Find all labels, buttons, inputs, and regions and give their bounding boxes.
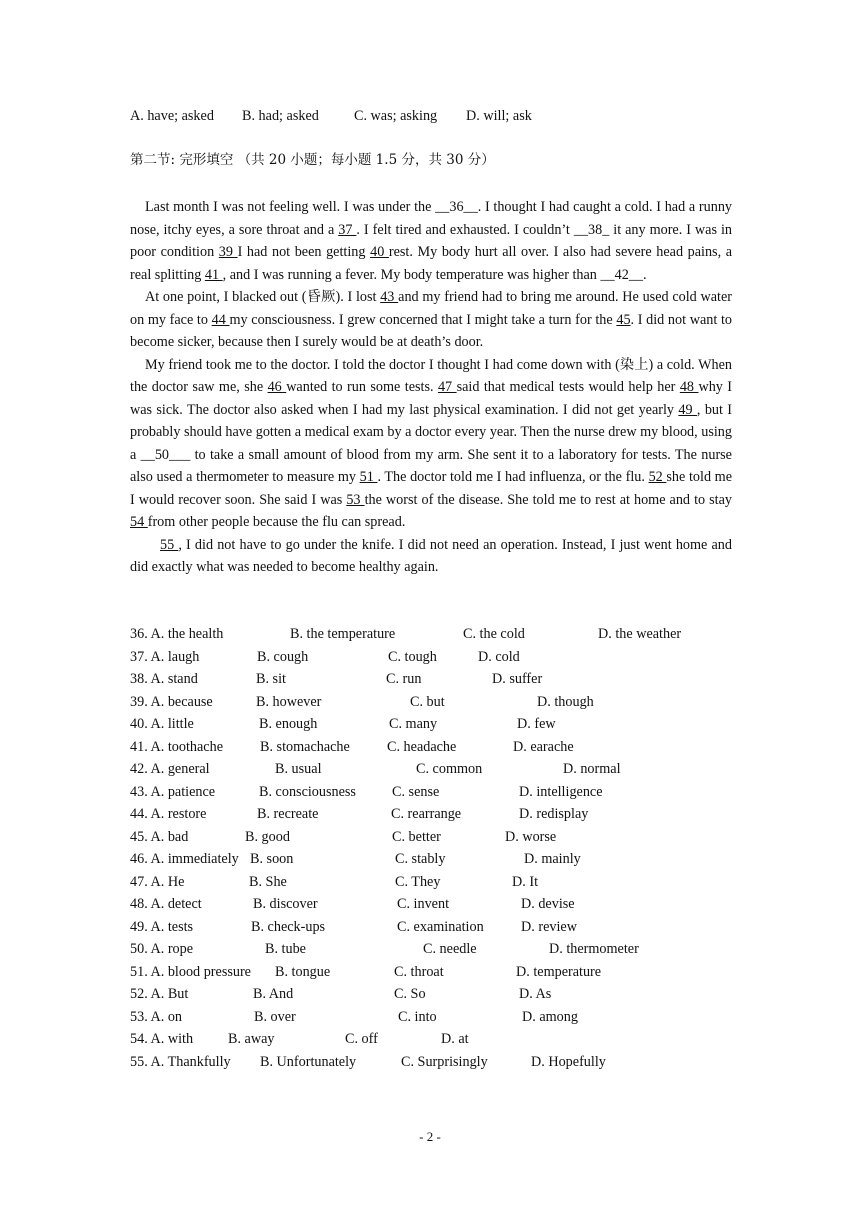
blank-49: 49 <box>678 401 697 418</box>
question-55-option-b: B. Unfortunately <box>260 1053 357 1070</box>
option-c: C. was; asking <box>354 108 438 124</box>
blank-46: 46 <box>267 379 287 395</box>
question-50-option-c: C. needle <box>423 941 477 957</box>
blank-37: 37 <box>338 221 357 238</box>
question-46-option-c: C. stably <box>395 851 446 867</box>
option-d: D. will; ask <box>466 108 532 124</box>
question-50-option-b: B. tube <box>265 941 306 957</box>
option-a: A. have; asked <box>130 108 214 124</box>
question-41-option-c: C. headache <box>387 738 457 755</box>
question-45-option-c: C. better <box>392 828 441 845</box>
question-49-option-d: D. review <box>521 918 577 935</box>
question-46-option-a: 46. A. immediately <box>130 851 239 867</box>
question-52-option-d: D. As <box>519 986 552 1002</box>
question-45-option-b: B. good <box>245 828 290 845</box>
question-41-option-b: B. stomachache <box>260 738 350 755</box>
question-37-option-c: C. tough <box>388 648 437 665</box>
question-51-option-b: B. tongue <box>275 963 331 980</box>
question-44-option-c: C. rearrange <box>391 806 462 822</box>
question-51-option-c: C. throat <box>394 963 444 980</box>
section-title: 第二节: 完形填空 （共 20 小题；每小题 1.5 分，共 30 分） <box>130 152 495 168</box>
question-48-option-a: 48. A. detect <box>130 896 202 912</box>
paragraph-3: My friend took me to the doctor. I told the doctor I thought I had come down with (染上) a cold. When the doctor saw me, she 46 wanted to run some tests. 47 said that medical tests would help her 48 why I was sick. The doctor also asked when I had my last physical examination. I did not get yearly 49 , but I probably should have gotten a medical exam by a doctor every year. Then the nurse drew my blood, using a __50___ to take a small amount of blood from my arm. She sent it to a laboratory for tests. The nurse also used a thermometer to measure my 51 . The doctor told me I had influenza, or the flu. 52 she told me I would recover soon. She said I was 53 the worst of the disease. She told me to rest at home and to stay 54 from other people because the flu can spread. <box>130 356 733 530</box>
question-37-option-b: B. cough <box>257 648 309 665</box>
blank-44: 44 <box>211 311 230 328</box>
question-39-option-a: 39. A. because <box>130 693 213 710</box>
question-43-option-b: B. consciousness <box>259 783 356 800</box>
question-45-option-d: D. worse <box>505 828 557 845</box>
page-number: - 2 - <box>419 1129 441 1144</box>
question-54-option-b: B. away <box>228 1031 275 1047</box>
question-52-option-c: C. So <box>394 986 426 1002</box>
question-55-option-c: C. Surprisingly <box>401 1053 488 1070</box>
question-42-option-b: B. usual <box>275 761 322 777</box>
question-53-option-d: D. among <box>522 1008 578 1025</box>
question-55-option-a: 55. A. Thankfully <box>130 1053 231 1070</box>
question-46-option-d: D. mainly <box>524 851 581 867</box>
question-41-option-d: D. earache <box>513 738 574 755</box>
question-44-option-a: 44. A. restore <box>130 806 207 822</box>
blank-48: 48 <box>679 379 699 395</box>
blank-55: 55 <box>160 536 179 553</box>
question-51-option-a: 51. A. blood pressure <box>130 963 251 980</box>
question-36-option-d: D. the weather <box>598 626 682 642</box>
question-53-option-a: 53. A. on <box>130 1008 183 1025</box>
blank-43: 43 <box>380 289 399 305</box>
question-52-option-a: 52. A. But <box>130 986 189 1002</box>
blank-47: 47 <box>437 379 457 395</box>
question-51-option-d: D. temperature <box>516 963 602 980</box>
question-55-option-d: D. Hopefully <box>531 1053 606 1070</box>
question-37-option-a: 37. A. laugh <box>130 648 200 665</box>
question-48-option-b: B. discover <box>253 896 318 912</box>
question-36-option-a: 36. A. the health <box>130 626 224 642</box>
blank-40: 40 <box>370 244 389 260</box>
question-40-option-c: C. many <box>389 716 438 732</box>
question-49-option-b: B. check-ups <box>251 918 326 935</box>
question-39-option-d: D. though <box>537 693 594 710</box>
question-36-option-c: C. the cold <box>463 626 525 642</box>
blank-39: 39 <box>218 244 238 260</box>
question-46-option-b: B. soon <box>250 851 294 867</box>
question-44-option-d: D. redisplay <box>519 806 589 822</box>
question-50-option-a: 50. A. rope <box>130 941 194 957</box>
question-43-option-c: C. sense <box>392 783 440 800</box>
question-42-option-d: D. normal <box>563 761 621 777</box>
blank-41: 41 <box>204 266 223 283</box>
question-54-option-c: C. off <box>345 1031 378 1047</box>
question-40-option-a: 40. A. little <box>130 716 194 732</box>
question-54-option-a: 54. A. with <box>130 1031 194 1047</box>
question-37-option-d: D. cold <box>478 648 520 665</box>
question-36-option-b: B. the temperature <box>290 626 396 642</box>
question-45-option-a: 45. A. bad <box>130 828 189 845</box>
question-49-option-c: C. examination <box>397 918 484 935</box>
previous-question-options <box>130 107 532 125</box>
question-41-option-a: 41. A. toothache <box>130 738 223 755</box>
blank-45: 45 <box>616 311 631 328</box>
question-47-option-a: 47. A. He <box>130 873 185 890</box>
paragraph-1: Last month I was not feeling well. I was under the __36__. I thought I had caught a cold. I had a runny nose, itchy eyes, a sore throat and a 37 . I felt tired and exhausted. I couldn’t __38_ it any more. I was in poor condition 39 I had not been getting 40 rest. My body hurt all over. I also had severe head pains, a real splitting 41 , and I was running a fever. My body temperature was higher than __42__. <box>130 199 733 283</box>
question-40-option-b: B. enough <box>259 716 318 732</box>
question-52-option-b: B. And <box>253 986 294 1002</box>
question-53-option-b: B. over <box>254 1008 296 1025</box>
paragraph-2: At one point, I blacked out (昏厥). I lost 43 and my friend had to bring me around. He used cold water on my face to 44 my consciousness. I grew concerned that I might take a turn for the 45. I did not want to become sicker, because then I surely would be at death’s door. <box>130 289 733 350</box>
question-38-option-a: 38. A. stand <box>130 671 198 687</box>
question-43-option-d: D. intelligence <box>519 783 603 800</box>
question-40-option-d: D. few <box>517 716 556 732</box>
blank-51: 51 <box>359 469 378 485</box>
question-42-option-a: 42. A. general <box>130 761 210 777</box>
question-48-option-d: D. devise <box>521 896 575 912</box>
question-47-option-d: D. It <box>512 873 539 890</box>
paragraph-4: 55 , I did not have to go under the knife. I did not need an operation. Instead, I just went home and did exactly what was needed to become healthy again. <box>130 536 732 575</box>
blank-52: 52 <box>648 469 667 485</box>
question-38-option-c: C. run <box>386 671 422 687</box>
question-53-option-c: C. into <box>398 1008 437 1025</box>
question-54-option-d: D. at <box>441 1031 469 1047</box>
blank-54: 54 <box>130 514 148 530</box>
question-39-option-b: B. however <box>256 693 322 710</box>
question-48-option-c: C. invent <box>397 896 450 912</box>
question-47-option-c: C. They <box>395 873 441 890</box>
question-38-option-d: D. suffer <box>492 671 543 687</box>
question-42-option-c: C. common <box>416 761 483 777</box>
question-39-option-c: C. but <box>410 693 445 710</box>
question-50-option-d: D. thermometer <box>549 941 639 957</box>
blank-53: 53 <box>346 491 365 508</box>
question-43-option-a: 43. A. patience <box>130 783 216 800</box>
question-38-option-b: B. sit <box>256 671 286 687</box>
cloze-passage <box>130 196 732 579</box>
option-b: B. had; asked <box>242 108 319 124</box>
question-44-option-b: B. recreate <box>257 806 319 822</box>
question-49-option-a: 49. A. tests <box>130 918 194 935</box>
question-47-option-b: B. She <box>249 873 287 890</box>
